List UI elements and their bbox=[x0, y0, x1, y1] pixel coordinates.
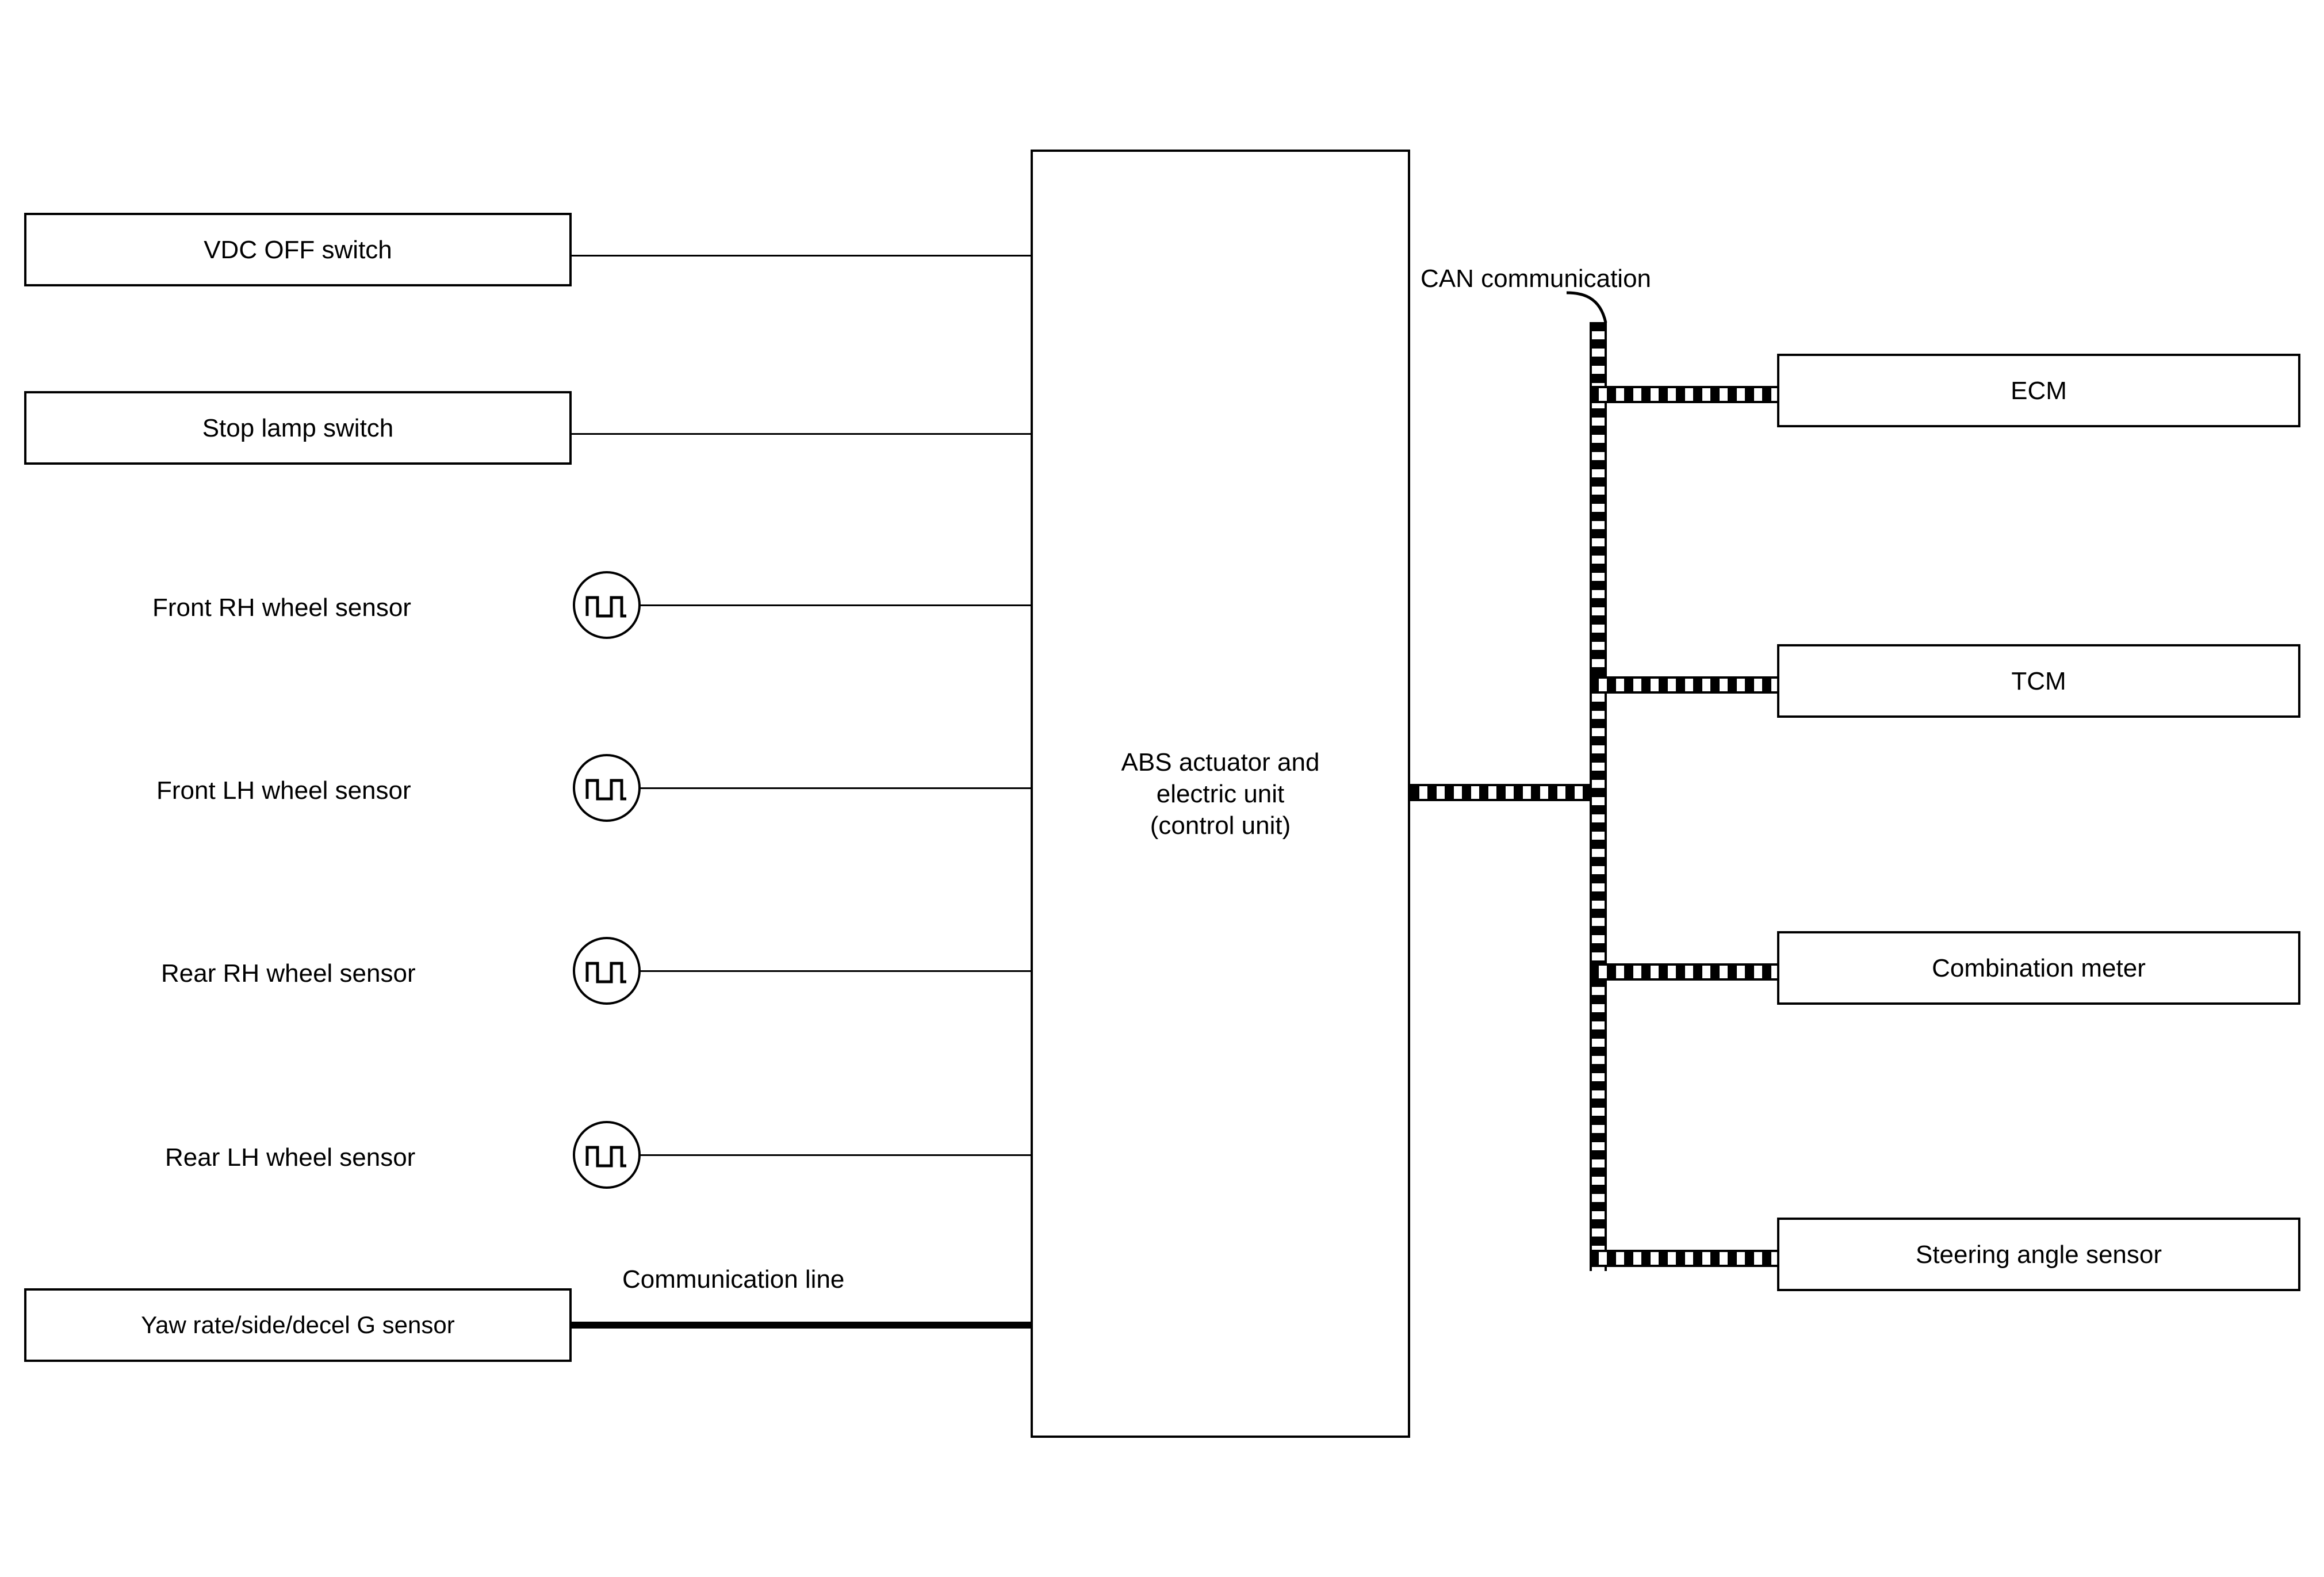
label-communication-line bbox=[622, 1265, 844, 1294]
connector-vdc-off-switch bbox=[572, 255, 1032, 257]
square-wave-icon bbox=[585, 590, 629, 621]
square-wave-icon bbox=[585, 772, 629, 803]
label-front-rh-wheel-sensor bbox=[152, 594, 411, 622]
block-label: Stop lamp switch bbox=[202, 414, 394, 442]
block-label: VDC OFF switch bbox=[204, 235, 392, 264]
block-combination-meter bbox=[1777, 931, 2300, 1005]
block-steering-angle-sensor bbox=[1777, 1218, 2300, 1291]
can-bus-trunk bbox=[1590, 322, 1607, 1271]
pulse-signal-icon bbox=[573, 571, 641, 639]
square-wave-icon bbox=[585, 955, 629, 986]
can-branch-steering-angle-sensor bbox=[1590, 1250, 1779, 1267]
connector-stop-lamp-switch bbox=[572, 433, 1032, 435]
label-front-lh-wheel-sensor bbox=[156, 776, 411, 805]
label-text: Communication line bbox=[622, 1265, 845, 1293]
block-tcm bbox=[1777, 644, 2300, 718]
block-label: Combination meter bbox=[1932, 954, 2146, 982]
control-unit-line-2: electric unit bbox=[1156, 779, 1285, 808]
pulse-signal-icon bbox=[573, 754, 641, 822]
block-label: Steering angle sensor bbox=[1915, 1240, 2162, 1269]
can-bus-stub bbox=[1410, 784, 1590, 801]
can-branch-ecm bbox=[1590, 386, 1779, 403]
label-text: CAN communication bbox=[1421, 265, 1652, 293]
block-label: ECM bbox=[2011, 376, 2067, 405]
block-abs-actuator-electric-unit bbox=[1031, 150, 1410, 1438]
square-wave-icon bbox=[585, 1139, 629, 1170]
block-yaw-rate-side-decel-g-sensor bbox=[24, 1288, 572, 1362]
control-unit-line-3: (control unit) bbox=[1150, 811, 1291, 840]
can-branch-tcm bbox=[1590, 676, 1779, 694]
label-rear-lh-wheel-sensor bbox=[165, 1143, 415, 1172]
pulse-signal-icon bbox=[573, 937, 641, 1005]
block-label: TCM bbox=[2011, 667, 2066, 695]
control-unit-line-1: ABS actuator and bbox=[1121, 748, 1320, 776]
connector-front-rh-wheel-sensor bbox=[640, 604, 1032, 606]
pulse-signal-icon bbox=[573, 1121, 641, 1189]
block-stop-lamp-switch bbox=[24, 391, 572, 465]
connector-front-lh-wheel-sensor bbox=[640, 787, 1032, 789]
connector-rear-lh-wheel-sensor bbox=[640, 1154, 1032, 1156]
connector-communication-line bbox=[572, 1322, 1032, 1329]
block-ecm bbox=[1777, 354, 2300, 427]
label-rear-rh-wheel-sensor bbox=[161, 959, 416, 988]
can-branch-combination-meter bbox=[1590, 963, 1779, 981]
label-text: Front LH wheel sensor bbox=[156, 776, 411, 805]
can-pointer-arc bbox=[1564, 290, 1633, 334]
label-text: Front RH wheel sensor bbox=[152, 594, 411, 622]
label-text: Rear LH wheel sensor bbox=[165, 1143, 416, 1172]
label-can-communication bbox=[1421, 265, 1651, 293]
connector-rear-rh-wheel-sensor bbox=[640, 970, 1032, 972]
label-text: Rear RH wheel sensor bbox=[161, 959, 416, 987]
block-vdc-off-switch bbox=[24, 213, 572, 286]
block-label: Yaw rate/side/decel G sensor bbox=[141, 1311, 455, 1338]
